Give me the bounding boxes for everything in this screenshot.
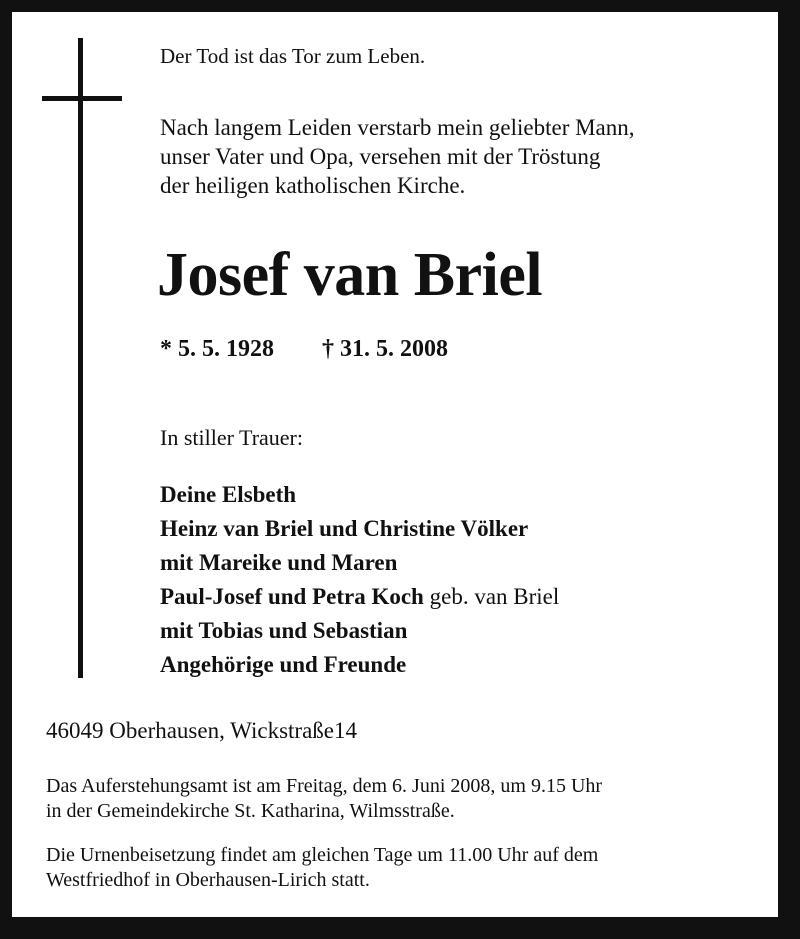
burial-line: Westfriedhof in Oberhausen-Lirich statt.	[46, 869, 370, 891]
motto: Der Tod ist das Tor zum Leben.	[160, 44, 426, 68]
family-member: Heinz van Briel und Christine Völker	[160, 516, 529, 541]
birth-date: * 5. 5. 1928	[160, 336, 274, 362]
family-member: mit Mareike und Maren	[160, 550, 398, 575]
service-line: in der Gemeindekirche St. Katharina, Wilmsstraße.	[46, 800, 455, 822]
cross-icon-bar	[42, 96, 122, 101]
life-dates	[160, 336, 448, 363]
deceased-name: Josef van Briel	[157, 241, 543, 309]
family-member: Deine Elsbeth	[160, 482, 297, 507]
family-member: Paul-Josef und Petra Koch geb. van Briel	[160, 584, 560, 609]
burial-info	[46, 843, 598, 893]
death-date: † 31. 5. 2008	[322, 336, 448, 362]
family-list	[160, 478, 559, 682]
intro-line: Nach langem Leiden verstarb mein geliebter Mann,	[160, 115, 635, 140]
intro-line: unser Vater und Opa, versehen mit der Tröstung	[160, 144, 601, 169]
address: 46049 Oberhausen, Wickstraße14	[46, 718, 357, 743]
intro-text	[160, 113, 635, 200]
family-member: mit Tobias und Sebastian	[160, 618, 408, 643]
service-line: Das Auferstehungsamt ist am Freitag, dem 6. Juni 2008, um 9.15 Uhr	[46, 775, 603, 797]
family-member: Angehörige und Freunde	[160, 652, 407, 677]
burial-line: Die Urnenbeisetzung findet am gleichen Tage um 11.00 Uhr auf dem	[46, 844, 599, 866]
mourning-heading: In stiller Trauer:	[160, 425, 303, 450]
intro-line: der heiligen katholischen Kirche.	[160, 173, 466, 198]
cross-icon	[78, 38, 83, 678]
service-info	[46, 774, 602, 824]
